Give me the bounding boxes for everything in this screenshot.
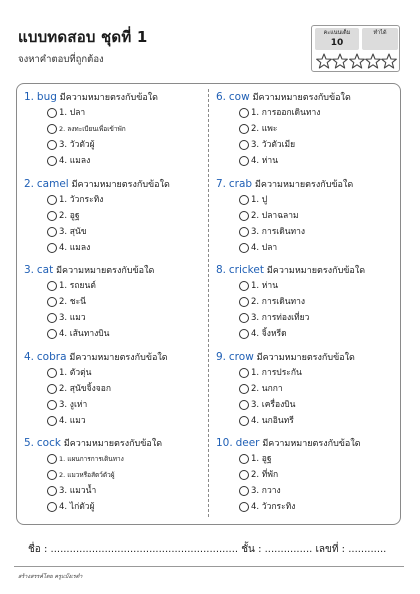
answer-option[interactable] xyxy=(47,105,204,121)
radio-circle-icon[interactable] xyxy=(239,502,249,512)
radio-circle-icon[interactable] xyxy=(239,108,249,118)
answer-option[interactable] xyxy=(239,381,398,397)
radio-circle-icon[interactable] xyxy=(239,470,249,480)
answer-option-label: 1. ปู xyxy=(251,194,268,205)
question-number: 6. xyxy=(216,91,227,103)
radio-circle-icon[interactable] xyxy=(239,400,249,410)
question-cobra xyxy=(24,350,204,437)
radio-circle-icon[interactable] xyxy=(239,124,249,134)
answer-option[interactable] xyxy=(47,240,204,256)
radio-circle-icon[interactable] xyxy=(47,486,57,496)
answer-option[interactable] xyxy=(239,397,398,413)
radio-circle-icon[interactable] xyxy=(47,329,57,339)
answer-option-label: 4. แมลง xyxy=(59,156,91,166)
answer-option[interactable] xyxy=(239,365,398,381)
full-score-label: คะแนนเต็ม xyxy=(323,30,351,36)
answer-option-label: 4. นกอินทรี xyxy=(251,415,294,426)
answer-option[interactable] xyxy=(47,499,204,515)
radio-circle-icon[interactable] xyxy=(47,156,57,166)
question-cow xyxy=(216,90,398,177)
question-crab xyxy=(216,177,398,264)
radio-circle-icon[interactable] xyxy=(47,140,57,150)
score-box xyxy=(311,25,400,72)
question-number: 8. xyxy=(216,264,227,276)
credit-text: สร้างสรรค์โดย ครูแบ๊งเรตำ xyxy=(18,574,83,580)
question-number: 1. xyxy=(24,91,35,103)
radio-circle-icon[interactable] xyxy=(47,313,57,323)
number-label: เลขที่ : xyxy=(315,544,346,555)
question-number: 7. xyxy=(216,177,227,190)
answer-option[interactable] xyxy=(47,192,204,208)
radio-circle-icon[interactable] xyxy=(239,454,249,464)
answer-option[interactable] xyxy=(47,278,204,294)
question-heading xyxy=(216,436,398,451)
radio-circle-icon[interactable] xyxy=(239,227,249,237)
answer-option[interactable] xyxy=(239,278,398,294)
instruction-text: จงหาคำตอบที่ถูกต้อง xyxy=(18,54,104,65)
question-heading xyxy=(24,350,204,365)
vocab-word: deer xyxy=(235,437,260,449)
radio-circle-icon[interactable] xyxy=(239,243,249,253)
radio-circle-icon[interactable] xyxy=(47,470,57,480)
question-heading xyxy=(216,90,398,105)
answer-option[interactable] xyxy=(239,294,398,310)
answer-option-label: 4. แมว xyxy=(59,415,86,426)
answer-option-label: 2. ที่พัก xyxy=(251,470,279,480)
vocab-word: cricket xyxy=(228,264,264,276)
answer-option-label: 2. ลงทะเบียนเพื่อเข้าพัก xyxy=(59,125,126,133)
answer-option-label: 2. แมวหรือสัตว์ตัวผู้ xyxy=(59,471,115,479)
vocab-word: crab xyxy=(228,177,253,190)
answer-option-label: 2. นกกา xyxy=(251,383,283,394)
answer-option-label: 2. ปลาฉลาม xyxy=(251,210,299,221)
answer-option-label: 1. ห่าน xyxy=(251,281,278,291)
question-prompt: มีความหมายตรงกับข้อใด xyxy=(63,439,163,449)
answer-option-label: 4. จิ้งหรีด xyxy=(251,329,287,339)
question-number: 4. xyxy=(24,350,35,363)
question-number: 2. xyxy=(24,177,35,190)
answer-option-label: 1. การออกเดินทาง xyxy=(251,108,321,118)
name-label: ชื่อ : xyxy=(28,544,48,555)
radio-circle-icon[interactable] xyxy=(47,297,57,307)
question-prompt: มีความหมายตรงกับข้อใด xyxy=(266,266,366,276)
answer-option-label: 3. เครื่องบิน xyxy=(251,399,296,410)
question-camel xyxy=(24,177,204,264)
answer-option-label: 4. ไก่ตัวผู้ xyxy=(59,502,95,512)
answer-option-label: 2. อูฐ xyxy=(59,210,80,221)
answer-option-label: 3. แมว xyxy=(59,313,86,323)
vocab-word: cock xyxy=(36,437,61,449)
answer-option[interactable] xyxy=(239,208,398,224)
answer-option[interactable] xyxy=(239,467,398,483)
question-prompt: มีความหมายตรงกับข้อใด xyxy=(256,352,355,363)
answer-option[interactable] xyxy=(47,224,204,240)
question-cricket xyxy=(216,263,398,350)
answer-option[interactable] xyxy=(239,310,398,326)
answer-option[interactable] xyxy=(239,326,398,342)
radio-circle-icon[interactable] xyxy=(47,502,57,512)
answer-option[interactable] xyxy=(239,483,398,499)
question-heading xyxy=(216,177,398,192)
question-bug xyxy=(24,90,204,177)
radio-circle-icon[interactable] xyxy=(47,243,57,253)
answer-option[interactable] xyxy=(47,467,204,483)
answer-option-label: 1. ตัวตุ่น xyxy=(59,367,92,378)
answer-option-label: 3. วัวตัวผู้ xyxy=(59,140,95,150)
number-field[interactable]: ............ xyxy=(348,544,387,555)
answer-option[interactable] xyxy=(47,397,204,413)
answer-option[interactable] xyxy=(47,365,204,381)
answer-option-label: 1. ปลา xyxy=(59,108,86,118)
question-heading xyxy=(216,263,398,278)
question-cock xyxy=(24,436,204,523)
answer-option[interactable] xyxy=(47,483,204,499)
radio-circle-icon[interactable] xyxy=(239,368,249,378)
answer-option-label: 4. เส้นทางบิน xyxy=(59,329,110,339)
answer-option[interactable] xyxy=(239,224,398,240)
answer-option[interactable] xyxy=(47,310,204,326)
star-icon xyxy=(332,53,348,69)
answer-option[interactable] xyxy=(47,137,204,153)
answer-option-label: 2. การเดินทาง xyxy=(251,297,306,307)
answer-option-label: 1. วัวกระทิง xyxy=(59,194,104,205)
vocab-word: crow xyxy=(228,350,254,363)
column-divider xyxy=(208,89,209,517)
question-deer xyxy=(216,436,398,523)
radio-circle-icon[interactable] xyxy=(47,124,57,134)
answer-option-label: 3. วัวตัวเมีย xyxy=(251,140,296,150)
question-prompt: มีความหมายตรงกับข้อใด xyxy=(254,179,354,190)
radio-circle-icon[interactable] xyxy=(239,211,249,221)
radio-circle-icon[interactable] xyxy=(239,486,249,496)
radio-circle-icon[interactable] xyxy=(47,454,57,464)
radio-circle-icon[interactable] xyxy=(239,384,249,394)
question-number: 9. xyxy=(216,350,227,363)
answer-option-label: 2. แพะ xyxy=(251,124,278,134)
question-heading xyxy=(216,350,398,365)
answer-option-label: 3. แมวน้ำ xyxy=(59,486,97,496)
question-heading xyxy=(24,177,204,192)
answer-option[interactable] xyxy=(47,381,204,397)
page-title: แบบทดสอบ ชุดที่ 1 xyxy=(18,28,148,46)
questions-left-column xyxy=(24,90,204,523)
question-number: 5. xyxy=(24,437,35,449)
full-score-cell xyxy=(315,28,359,50)
radio-circle-icon[interactable] xyxy=(239,140,249,150)
name-field[interactable]: ........................................................... xyxy=(50,544,239,555)
question-prompt: มีความหมายตรงกับข้อใด xyxy=(56,266,155,276)
vocab-word: bug xyxy=(36,91,57,103)
answer-option[interactable] xyxy=(47,121,204,137)
answer-option-label: 3. การท่องเที่ยว xyxy=(251,313,310,323)
answer-option-label: 3. การเดินทาง xyxy=(251,226,306,237)
answer-option[interactable] xyxy=(47,153,204,169)
radio-circle-icon[interactable] xyxy=(239,313,249,323)
answer-option-label: 1. อูฐ xyxy=(251,454,272,464)
question-cat xyxy=(24,263,204,350)
radio-circle-icon[interactable] xyxy=(47,416,57,426)
answer-option-label: 2. ชะนี xyxy=(59,297,86,307)
radio-circle-icon[interactable] xyxy=(47,227,57,237)
question-prompt: มีความหมายตรงกับข้อใด xyxy=(69,352,168,363)
obtained-score-label: ทำได้ xyxy=(373,30,387,36)
radio-circle-icon[interactable] xyxy=(47,195,57,205)
star-icon xyxy=(349,53,365,69)
question-number: 10. xyxy=(216,437,233,449)
question-heading xyxy=(24,263,204,278)
answer-option[interactable] xyxy=(47,208,204,224)
answer-option-label: 4. ห่าน xyxy=(251,156,278,166)
radio-circle-icon[interactable] xyxy=(47,281,57,291)
answer-option-label: 2. สุนัขจิ้งจอก xyxy=(59,383,111,394)
answer-option-label: 3. สุนัข xyxy=(59,226,87,237)
answer-option-label: 4. แมลง xyxy=(59,242,91,253)
answer-option[interactable] xyxy=(239,192,398,208)
answer-option[interactable] xyxy=(47,451,204,467)
radio-circle-icon[interactable] xyxy=(239,297,249,307)
star-icon xyxy=(365,53,381,69)
star-icon xyxy=(316,53,332,69)
radio-circle-icon[interactable] xyxy=(239,281,249,291)
answer-option[interactable] xyxy=(239,499,398,515)
full-score-value: 10 xyxy=(330,38,344,48)
answer-option[interactable] xyxy=(47,294,204,310)
answer-option-label: 4. ปลา xyxy=(251,242,278,253)
question-prompt: มีความหมายตรงกับข้อใด xyxy=(252,93,351,103)
vocab-word: camel xyxy=(36,177,69,190)
radio-circle-icon[interactable] xyxy=(47,384,57,394)
answer-option-label: 4. วัวกระทิง xyxy=(251,502,296,512)
star-icon xyxy=(381,53,397,69)
footer-divider xyxy=(14,566,404,567)
radio-circle-icon[interactable] xyxy=(47,400,57,410)
radio-circle-icon[interactable] xyxy=(47,108,57,118)
radio-circle-icon[interactable] xyxy=(239,416,249,426)
answer-option-label: 1. รถยนต์ xyxy=(59,281,96,291)
question-prompt: มีความหมายตรงกับข้อใด xyxy=(59,93,158,103)
radio-circle-icon[interactable] xyxy=(239,329,249,339)
answer-option-label: 3. กวาง xyxy=(251,486,281,496)
class-label: ชั้น : xyxy=(241,544,262,555)
radio-circle-icon[interactable] xyxy=(47,211,57,221)
answer-option[interactable] xyxy=(239,413,398,429)
answer-option[interactable] xyxy=(239,105,398,121)
student-info-line xyxy=(28,542,398,557)
vocab-word: cat xyxy=(36,264,54,276)
question-crow xyxy=(216,350,398,437)
question-prompt: มีความหมายตรงกับข้อใด xyxy=(262,439,361,449)
answer-option-label: 1. แผนการการเดินทาง xyxy=(59,455,124,463)
question-heading xyxy=(24,436,204,451)
rating-stars xyxy=(316,53,397,70)
answer-option[interactable] xyxy=(239,451,398,467)
question-number: 3. xyxy=(24,264,35,276)
questions-right-column xyxy=(216,90,398,523)
answer-option[interactable] xyxy=(47,326,204,342)
answer-option[interactable] xyxy=(239,121,398,137)
radio-circle-icon[interactable] xyxy=(47,368,57,378)
class-field[interactable]: ............... xyxy=(264,544,313,555)
answer-option-label: 3. งูเห่า xyxy=(59,399,88,410)
radio-circle-icon[interactable] xyxy=(239,195,249,205)
answer-option[interactable] xyxy=(47,413,204,429)
radio-circle-icon[interactable] xyxy=(239,156,249,166)
obtained-score-cell xyxy=(362,28,398,50)
answer-option[interactable] xyxy=(239,153,398,169)
answer-option-label: 1. การประกัน xyxy=(251,367,302,378)
question-prompt: มีความหมายตรงกับข้อใด xyxy=(71,179,170,190)
answer-option[interactable] xyxy=(239,137,398,153)
vocab-word: cow xyxy=(228,91,250,103)
question-heading xyxy=(24,90,204,105)
answer-option[interactable] xyxy=(239,240,398,256)
vocab-word: cobra xyxy=(36,350,67,363)
